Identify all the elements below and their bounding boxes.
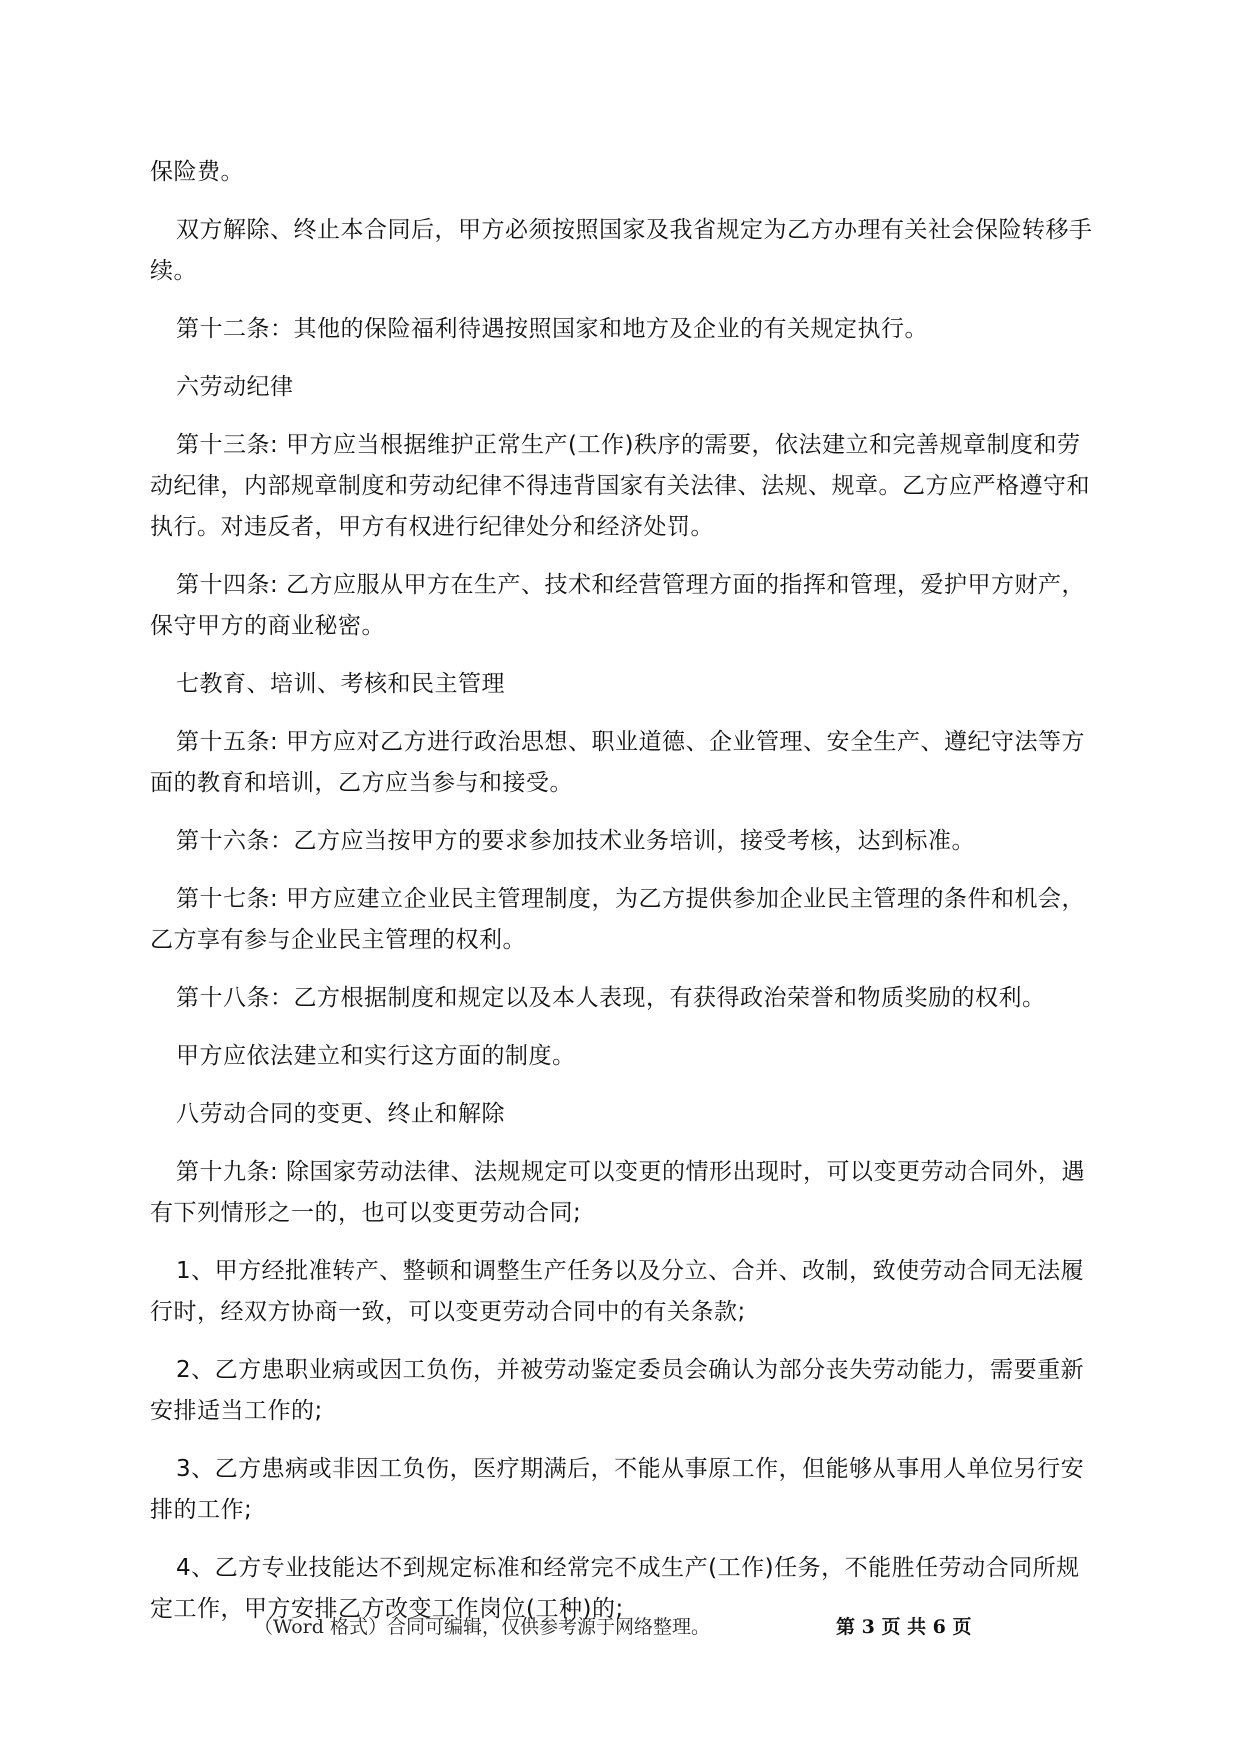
- document-body: [150, 152, 1096, 1647]
- article-17: 第十七条: 甲方应建立企业民主管理制度，为乙方提供参加企业民主管理的条件和机会，乙方享有参与企业民主管理的权利。: [150, 886, 1086, 953]
- article-14: 第十四条: 乙方应服从甲方在生产、技术和经营管理方面的指挥和管理，爱护甲方财产，保守甲方的商业秘密。: [150, 572, 1086, 639]
- page-number: 第 3 页 共 6 页: [836, 1616, 972, 1638]
- article-15: 第十五条: 甲方应对乙方进行政治思想、职业道德、企业管理、安全生产、遵纪守法等方面的教育和培训，乙方应当参与和接受。: [150, 729, 1086, 796]
- paragraph-insurance-transfer: 双方解除、终止本合同后，甲方必须按照国家及我省规定为乙方办理有关社会保险转移手续。: [150, 217, 1093, 284]
- page-footer: [0, 1612, 1241, 1642]
- paragraph-insurance-fee: 保险费。: [150, 159, 244, 185]
- article-12: 第十二条：其他的保险福利待遇按照国家和地方及企业的有关规定执行。: [176, 316, 928, 342]
- article-19: 第十九条: 除国家劳动法律、法规规定可以变更的情形出现时，可以变更劳动合同外，遇有下列情形之一的，也可以变更劳动合同;: [150, 1159, 1086, 1226]
- list-item-3: 3、乙方患病或非因工负伤，医疗期满后，不能从事原工作，但能够从事用人单位另行安排的工作;: [150, 1456, 1085, 1523]
- article-13: 第十三条: 甲方应当根据维护正常生产(工作)秩序的需要，依法建立和完善规章制度和劳动纪律，内部规章制度和劳动纪律不得违背国家有关法律、法规、规章。乙方应严格遵守和执行。对违反者，甲方有权进行纪律处分和经济处罚。: [150, 432, 1090, 540]
- list-item-2: 2、乙方患职业病或因工负伤，并被劳动鉴定委员会确认为部分丧失劳动能力，需要重新安排适当工作的;: [150, 1357, 1085, 1424]
- section-heading-education-training: 七教育、培训、考核和民主管理: [176, 671, 505, 697]
- article-18: 第十八条：乙方根据制度和规定以及本人表现，有获得政治荣誉和物质奖励的权利。: [176, 985, 1046, 1011]
- paragraph-employer-system: 甲方应依法建立和实行这方面的制度。: [176, 1043, 576, 1069]
- list-item-4: 4、乙方专业技能达不到规定标准和经常完不成生产(工作)任务，不能胜任劳动合同所规定工作，甲方安排乙方改变工作岗位(工种)的;: [150, 1555, 1080, 1622]
- article-16: 第十六条：乙方应当按甲方的要求参加技术业务培训，接受考核，达到标准。: [176, 828, 975, 854]
- footer-note: （Word 格式）合同可编辑，仅供参考源于网络整理。: [254, 1616, 710, 1638]
- section-heading-contract-change: 八劳动合同的变更、终止和解除: [176, 1101, 505, 1127]
- list-item-1: 1、甲方经批准转产、整顿和调整生产任务以及分立、合并、改制，致使劳动合同无法履行时，经双方协商一致，可以变更劳动合同中的有关条款;: [150, 1258, 1085, 1325]
- section-heading-labor-discipline: 六劳动纪律: [176, 374, 294, 400]
